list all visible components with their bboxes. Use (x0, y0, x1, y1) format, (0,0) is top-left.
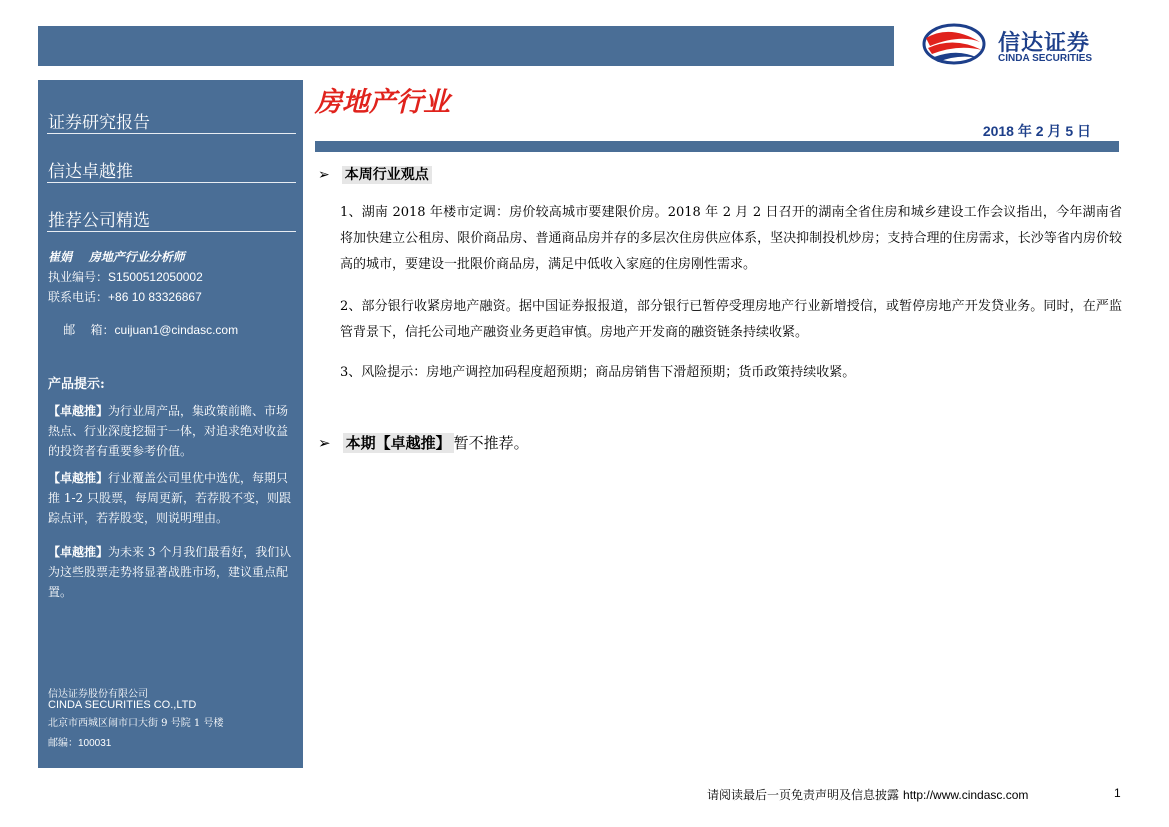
recommend-label: 本期【卓越推】 (343, 433, 454, 453)
sidebar-divider (47, 133, 296, 134)
title-rule (315, 141, 1119, 152)
contact-phone (48, 288, 202, 305)
note-tag: 【卓越推】 (48, 471, 109, 485)
footer-url-link[interactable]: http://www.cindasc.com (903, 788, 1029, 802)
section-heading-text: 本周行业观点 (342, 166, 432, 184)
note-text: 为行业周产品，集政策前瞻、市场热点、行业深度挖掘于一体，对追求绝对收益的投资者有重要参考价值。 (48, 404, 289, 458)
company-name-en: CINDA SECURITIES CO.,LTD (48, 699, 197, 711)
footer (707, 786, 1028, 803)
contact-label: 联系电话： (48, 290, 109, 304)
company-name-cn: 信达证券股份有限公司 (48, 689, 148, 700)
product-note (48, 468, 296, 528)
sidebar-title-product: 信达卓越推 (48, 162, 133, 182)
paragraph: 3、风险提示：房地产调控加码程度超预期；商品房销售下滑超预期；货币政策持续收紧。 (340, 365, 856, 380)
header-bar (38, 26, 894, 66)
brand-name-cn: 信达证券 (998, 31, 1091, 56)
contact-email (48, 307, 238, 352)
contact-label: 邮 箱： (63, 323, 115, 337)
section-heading-weekly-view (318, 164, 432, 184)
analyst-name: 崔娟 (48, 250, 73, 264)
paragraph: 1、湖南 2018 年楼市定调：房价较高城市要建限价房。2018 年 2 月 2 日召开的湖南全省住房和城乡建设工作会议指出，今年湖南省将加快建立公租房、限价商品房、普通商品房并存的多层次住房供应体系，坚决抑制投机炒房；支持合理的住房需求，长沙等省内房价较高的城市，要建设一批限价商品房，满足中低收入家庭的住房刚性需求。 (340, 205, 1122, 272)
zip-label: 邮编： (48, 738, 78, 749)
contact-value[interactable]: cuijuan1@cindasc.com (114, 323, 239, 337)
paragraph: 2、部分银行收紧房地产融资。据中国证券报报道，部分银行已暂停受理房地产行业新增授信，或暂停房地产开发贷业务。同时，在严监管背景下，信托公司地产融资业务更趋审慎。房地产开发商的融资链条持续收紧。 (340, 299, 1122, 340)
recommendation-line (318, 432, 529, 453)
company-address: 北京市西城区闹市口大街 9 号院 1 号楼 (48, 718, 224, 729)
note-text: 为未来 3 个月我们最看好，我们认为这些股票走势将显著战胜市场，建议重点配置。 (48, 545, 292, 599)
note-tag: 【卓越推】 (48, 545, 109, 559)
recommend-text: 暂不推荐。 (453, 434, 529, 452)
sidebar-divider (47, 182, 296, 183)
zip-value: 100031 (78, 738, 112, 749)
sidebar (38, 80, 303, 768)
note-tag: 【卓越推】 (48, 404, 109, 418)
product-note (48, 542, 296, 602)
analyst-role: 房地产行业分析师 (88, 250, 185, 264)
contact-license (48, 268, 203, 285)
brand-logo (920, 20, 1130, 72)
arrow-bullet-icon: ➢ (318, 167, 330, 183)
product-heading: 产品提示: (48, 377, 105, 392)
sidebar-divider (47, 231, 296, 232)
cinda-emblem-icon (920, 20, 990, 70)
report-date: 2018 年 2 月 5 日 (982, 123, 1091, 139)
page-title: 房地产行业 (315, 87, 450, 118)
contact-value: S1500512050002 (108, 270, 203, 284)
product-note (48, 401, 296, 461)
page-number: 1 (1114, 786, 1121, 800)
note-text: 行业覆盖公司里优中选优，每期只推 1-2 只股票，每周更新，若荐股不变，则跟踪点评，若荐股变，则说明理由。 (48, 471, 291, 525)
footer-disclaimer: 请阅读最后一页免责声明及信息披露 (707, 788, 900, 802)
brand-name-en: CINDA SECURITIES (998, 53, 1093, 64)
contact-label: 执业编号： (48, 270, 109, 284)
arrow-bullet-icon: ➢ (318, 434, 331, 452)
analyst-line (48, 248, 185, 265)
contact-value: +86 10 83326867 (108, 290, 202, 304)
sidebar-title-section: 推荐公司精选 (48, 211, 150, 231)
company-zip (48, 734, 111, 749)
sidebar-title-report: 证券研究报告 (48, 113, 150, 133)
